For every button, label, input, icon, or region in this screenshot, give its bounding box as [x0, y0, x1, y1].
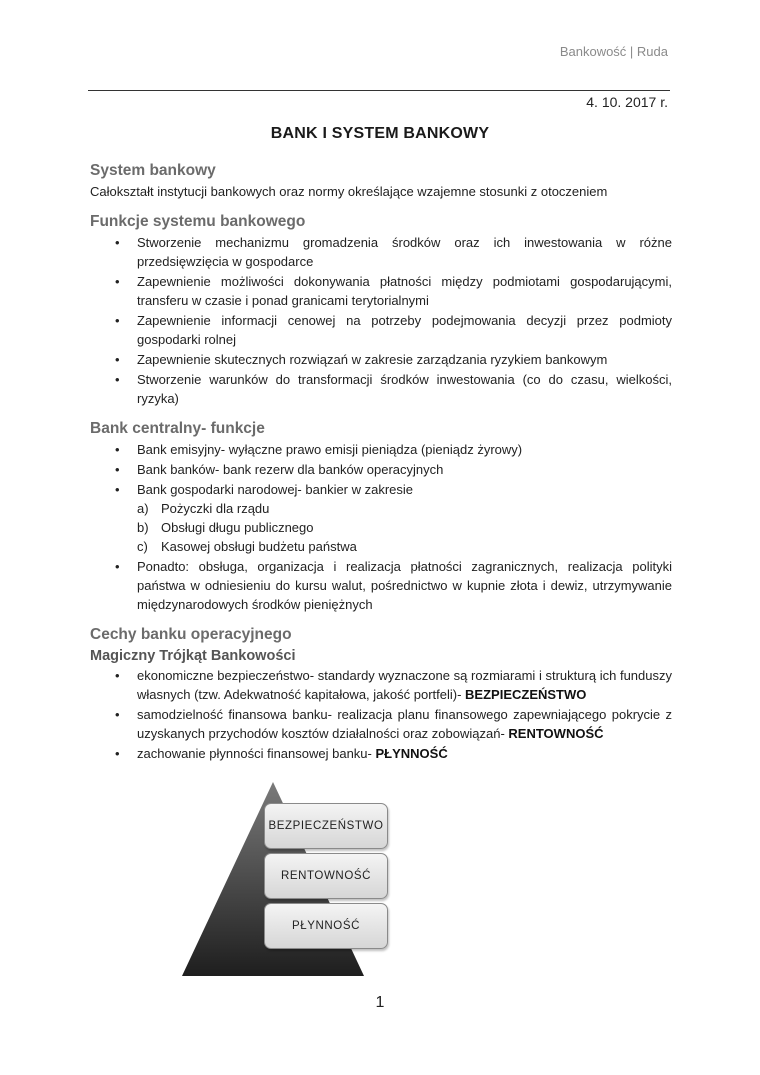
list-item — [90, 480, 672, 556]
bullet-list — [90, 233, 672, 408]
section-heading: Cechy banku operacyjnego — [90, 626, 292, 643]
list-item-text: ekonomiczne bezpieczeństwo- standardy wyznaczone są rozmiarami i strukturą ich funduszy własnych (tzw. Adekwatność kapitałowa, jakość portfeli)- — [137, 668, 672, 702]
page-number: 1 — [375, 994, 385, 1011]
document-date: 4. 10. 2017 r. — [586, 94, 668, 110]
pyramid-level-box: BEZPIECZEŃSTWO — [264, 803, 388, 849]
sub-list-item — [137, 518, 672, 537]
section-heading: Funkcje systemu bankowego — [90, 213, 306, 230]
bullet-list — [90, 440, 672, 614]
list-item: • Ponadto: obsługa, organizacja i realizacja płatności zagranicznych, realizacja polityki państwa w odniesieniu do kursu walut, pośrednictwo w kupnie złota i dewiz, utrzymywanie międzynarodowych środków pieniężnych — [90, 557, 672, 614]
list-item: • Stworzenie warunków do transformacji środków inwestowania (co do czasu, wielkości, ryzyka) — [90, 370, 672, 408]
header-divider — [88, 90, 670, 91]
list-item-text: samodzielność finansowa banku- realizacja planu finansowego zapewniającego pokrycie z uzyskanych przychodów kosztów działalności oraz zobowiązań- — [137, 707, 672, 741]
section-cechy — [90, 624, 672, 763]
definition-text: Całokształt instytucji bankowych oraz normy określające wzajemne stosunki z otoczeniem — [90, 184, 608, 199]
pyramid-level-box: PŁYNNOŚĆ — [264, 903, 388, 949]
list-item: • Stworzenie mechanizmu gromadzenia środków oraz ich inwestowania w różne przedsięwzięcia w gospodarce — [90, 233, 672, 271]
sub-list-text: Obsługi długu publicznego — [161, 520, 314, 535]
page-title: BANK I SYSTEM BANKOWY — [270, 125, 490, 142]
section-heading: System bankowy — [90, 162, 216, 179]
sub-list-item — [137, 499, 672, 518]
list-item-text: zachowanie płynności finansowej banku- — [137, 746, 376, 761]
keyword: PŁYNNOŚĆ — [375, 746, 448, 761]
sub-list-marker: a) — [137, 501, 149, 516]
section-system-bankowy — [90, 160, 672, 201]
sub-list-item — [137, 537, 672, 556]
list-item — [90, 744, 672, 763]
sub-list-marker: c) — [137, 539, 148, 554]
section-bank-centralny — [90, 418, 672, 614]
sub-list-text: Kasowej obsługi budżetu państwa — [161, 539, 357, 554]
list-item: • Bank banków- bank rezerw dla banków operacyjnych — [90, 460, 672, 479]
magic-triangle-diagram — [180, 778, 420, 983]
list-item — [90, 666, 672, 704]
document-body — [90, 160, 672, 764]
list-item: • Bank emisyjny- wyłączne prawo emisji pieniądza (pieniądz żyrowy) — [90, 440, 672, 459]
sub-list-text: Pożyczki dla rządu — [161, 501, 270, 516]
running-header: Bankowość | Ruda — [559, 44, 668, 59]
list-item: • Zapewnienie możliwości dokonywania płatności między podmiotami gospodarującymi, transferu w czasie i ponad granicami terytorialnymi — [90, 272, 672, 310]
subsection-heading: Magiczny Trójkąt Bankowości — [90, 648, 296, 664]
keyword: BEZPIECZEŃSTWO — [465, 687, 587, 702]
list-item: • Zapewnienie informacji cenowej na potrzeby podejmowania decyzji przez podmioty gospodarki rolnej — [90, 311, 672, 349]
list-item-text: Bank gospodarki narodowej- bankier w zakresie — [137, 482, 414, 497]
sub-list-marker: b) — [137, 520, 149, 535]
keyword: RENTOWNOŚĆ — [508, 726, 604, 741]
section-heading: Bank centralny- funkcje — [90, 420, 265, 437]
bullet-list — [90, 666, 672, 763]
pyramid-level-box: RENTOWNOŚĆ — [264, 853, 388, 899]
list-item — [90, 705, 672, 743]
sub-list — [137, 499, 672, 556]
section-funkcje — [90, 211, 672, 408]
list-item: • Zapewnienie skutecznych rozwiązań w zakresie zarządzania ryzykiem bankowym — [90, 350, 672, 369]
